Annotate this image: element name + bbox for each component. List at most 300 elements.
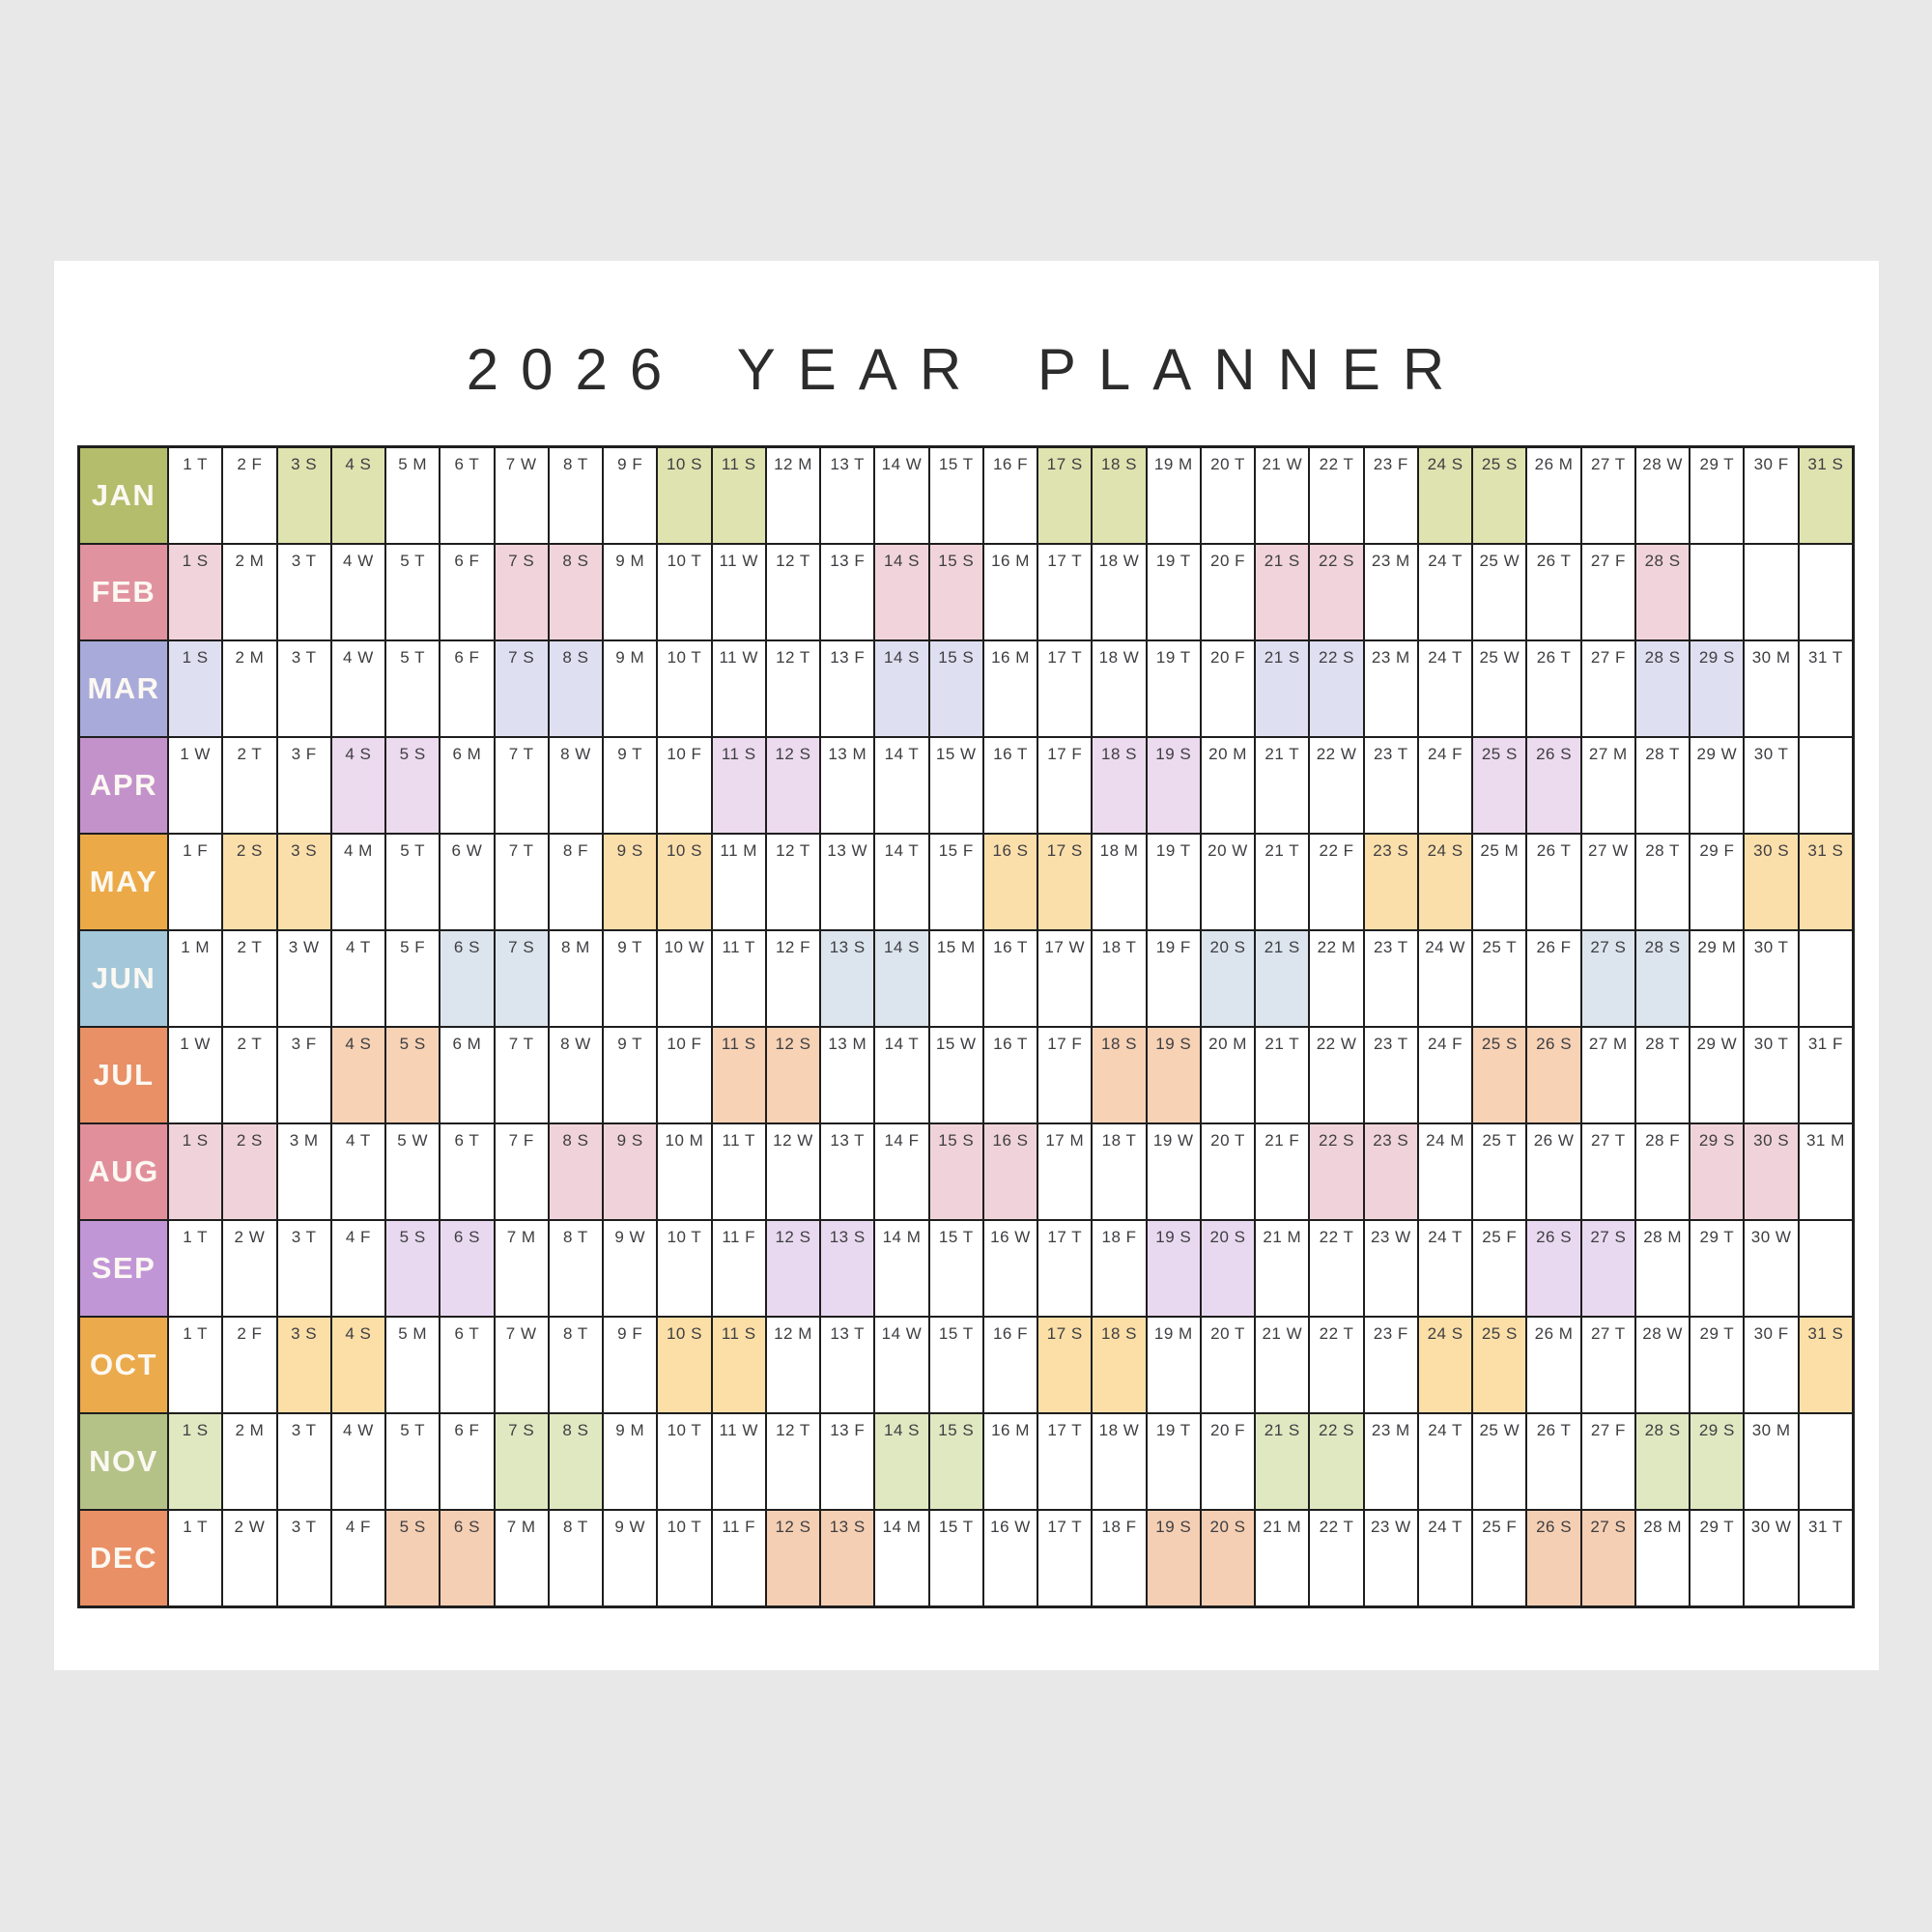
day-cell-nov-8: 8 S <box>548 1414 602 1509</box>
day-cell-mar-25: 25 W <box>1471 641 1525 736</box>
day-cell-dec-11: 11 F <box>711 1511 765 1605</box>
day-cell-sep-17: 17 T <box>1037 1221 1091 1316</box>
day-cell-nov-17: 17 T <box>1037 1414 1091 1509</box>
day-cell-feb-22: 22 S <box>1308 545 1362 639</box>
day-cell-jan-20: 20 T <box>1200 448 1254 543</box>
month-label-aug: AUG <box>80 1124 167 1219</box>
day-cell-jul-16: 16 T <box>982 1028 1037 1122</box>
day-cell-jun-19: 19 F <box>1146 931 1200 1026</box>
empty-cell-feb-29 <box>1689 545 1743 639</box>
day-cell-dec-7: 7 M <box>494 1511 548 1605</box>
day-cell-aug-19: 19 W <box>1146 1124 1200 1219</box>
day-cell-may-30: 30 S <box>1743 835 1797 929</box>
day-cell-mar-5: 5 T <box>384 641 439 736</box>
day-cell-jan-14: 14 W <box>873 448 927 543</box>
day-cell-apr-22: 22 W <box>1308 738 1362 833</box>
day-cell-dec-13: 13 S <box>819 1511 873 1605</box>
day-cell-feb-11: 11 W <box>711 545 765 639</box>
day-cell-dec-3: 3 T <box>276 1511 330 1605</box>
day-cell-nov-18: 18 W <box>1091 1414 1145 1509</box>
day-cell-may-1: 1 F <box>167 835 221 929</box>
day-cell-dec-14: 14 M <box>873 1511 927 1605</box>
day-cell-jul-7: 7 T <box>494 1028 548 1122</box>
day-cell-oct-11: 11 S <box>711 1318 765 1412</box>
day-cell-apr-3: 3 F <box>276 738 330 833</box>
day-cell-apr-21: 21 T <box>1254 738 1308 833</box>
day-cell-sep-13: 13 S <box>819 1221 873 1316</box>
day-cell-apr-2: 2 T <box>221 738 275 833</box>
day-cell-oct-20: 20 T <box>1200 1318 1254 1412</box>
day-cell-may-7: 7 T <box>494 835 548 929</box>
day-cell-jan-28: 28 W <box>1634 448 1689 543</box>
day-cell-may-28: 28 T <box>1634 835 1689 929</box>
empty-cell-sep-31 <box>1798 1221 1852 1316</box>
planner-page <box>54 261 1879 1670</box>
day-cell-dec-12: 12 S <box>765 1511 819 1605</box>
day-cell-oct-14: 14 W <box>873 1318 927 1412</box>
day-cell-aug-20: 20 T <box>1200 1124 1254 1219</box>
day-cell-apr-14: 14 T <box>873 738 927 833</box>
day-cell-may-5: 5 T <box>384 835 439 929</box>
day-cell-jan-4: 4 S <box>330 448 384 543</box>
day-cell-aug-30: 30 S <box>1743 1124 1797 1219</box>
empty-cell-feb-31 <box>1798 545 1852 639</box>
day-cell-nov-6: 6 F <box>439 1414 493 1509</box>
day-cell-may-16: 16 S <box>982 835 1037 929</box>
day-cell-mar-30: 30 M <box>1743 641 1797 736</box>
day-cell-oct-1: 1 T <box>167 1318 221 1412</box>
day-cell-dec-29: 29 T <box>1689 1511 1743 1605</box>
day-cell-dec-10: 10 T <box>656 1511 710 1605</box>
day-cell-nov-29: 29 S <box>1689 1414 1743 1509</box>
month-label-jun: JUN <box>80 931 167 1026</box>
day-cell-oct-3: 3 S <box>276 1318 330 1412</box>
day-cell-dec-8: 8 T <box>548 1511 602 1605</box>
month-label-may: MAY <box>80 835 167 929</box>
day-cell-mar-27: 27 F <box>1580 641 1634 736</box>
day-cell-nov-19: 19 T <box>1146 1414 1200 1509</box>
day-cell-may-29: 29 F <box>1689 835 1743 929</box>
day-cell-dec-31: 31 T <box>1798 1511 1852 1605</box>
day-cell-jan-19: 19 M <box>1146 448 1200 543</box>
day-cell-may-24: 24 S <box>1417 835 1471 929</box>
day-cell-jul-31: 31 F <box>1798 1028 1852 1122</box>
month-row-nov <box>80 1412 1852 1509</box>
day-cell-sep-1: 1 T <box>167 1221 221 1316</box>
day-cell-may-11: 11 M <box>711 835 765 929</box>
day-cell-mar-19: 19 T <box>1146 641 1200 736</box>
day-cell-jul-19: 19 S <box>1146 1028 1200 1122</box>
day-cell-jan-26: 26 M <box>1525 448 1579 543</box>
day-cell-sep-5: 5 S <box>384 1221 439 1316</box>
day-cell-sep-8: 8 T <box>548 1221 602 1316</box>
day-cell-nov-30: 30 M <box>1743 1414 1797 1509</box>
day-cell-mar-6: 6 F <box>439 641 493 736</box>
day-cell-aug-10: 10 M <box>656 1124 710 1219</box>
day-cell-may-3: 3 S <box>276 835 330 929</box>
day-cell-apr-15: 15 W <box>928 738 982 833</box>
day-cell-dec-6: 6 S <box>439 1511 493 1605</box>
day-cell-jun-28: 28 S <box>1634 931 1689 1026</box>
day-cell-aug-9: 9 S <box>602 1124 656 1219</box>
day-cell-oct-7: 7 W <box>494 1318 548 1412</box>
day-cell-nov-12: 12 T <box>765 1414 819 1509</box>
day-cell-sep-23: 23 W <box>1363 1221 1417 1316</box>
day-cell-feb-21: 21 S <box>1254 545 1308 639</box>
day-cell-mar-23: 23 M <box>1363 641 1417 736</box>
day-cell-jul-5: 5 S <box>384 1028 439 1122</box>
day-cell-aug-26: 26 W <box>1525 1124 1579 1219</box>
day-cell-jan-27: 27 T <box>1580 448 1634 543</box>
day-cell-dec-22: 22 T <box>1308 1511 1362 1605</box>
day-cell-feb-28: 28 S <box>1634 545 1689 639</box>
day-cell-aug-31: 31 M <box>1798 1124 1852 1219</box>
day-cell-jul-22: 22 W <box>1308 1028 1362 1122</box>
day-cell-dec-5: 5 S <box>384 1511 439 1605</box>
month-label-sep: SEP <box>80 1221 167 1316</box>
day-cell-jul-18: 18 S <box>1091 1028 1145 1122</box>
day-cell-jan-12: 12 M <box>765 448 819 543</box>
day-cell-jul-3: 3 F <box>276 1028 330 1122</box>
day-cell-oct-30: 30 F <box>1743 1318 1797 1412</box>
day-cell-oct-21: 21 W <box>1254 1318 1308 1412</box>
day-cell-jul-24: 24 F <box>1417 1028 1471 1122</box>
day-cell-aug-17: 17 M <box>1037 1124 1091 1219</box>
day-cell-apr-10: 10 F <box>656 738 710 833</box>
day-cell-sep-11: 11 F <box>711 1221 765 1316</box>
planner-title: 2026 YEAR PLANNER <box>466 337 1467 402</box>
day-cell-oct-29: 29 T <box>1689 1318 1743 1412</box>
day-cell-aug-24: 24 M <box>1417 1124 1471 1219</box>
day-cell-sep-21: 21 M <box>1254 1221 1308 1316</box>
day-cell-jan-13: 13 T <box>819 448 873 543</box>
day-cell-sep-19: 19 S <box>1146 1221 1200 1316</box>
day-cell-jun-16: 16 T <box>982 931 1037 1026</box>
day-cell-sep-10: 10 T <box>656 1221 710 1316</box>
day-cell-jun-12: 12 F <box>765 931 819 1026</box>
day-cell-jul-10: 10 F <box>656 1028 710 1122</box>
day-cell-jul-21: 21 T <box>1254 1028 1308 1122</box>
day-cell-apr-7: 7 T <box>494 738 548 833</box>
day-cell-jun-18: 18 T <box>1091 931 1145 1026</box>
day-cell-jun-10: 10 W <box>656 931 710 1026</box>
day-cell-mar-28: 28 S <box>1634 641 1689 736</box>
day-cell-sep-29: 29 T <box>1689 1221 1743 1316</box>
day-cell-mar-1: 1 S <box>167 641 221 736</box>
day-cell-mar-22: 22 S <box>1308 641 1362 736</box>
day-cell-nov-4: 4 W <box>330 1414 384 1509</box>
day-cell-aug-28: 28 F <box>1634 1124 1689 1219</box>
day-cell-jul-11: 11 S <box>711 1028 765 1122</box>
day-cell-apr-1: 1 W <box>167 738 221 833</box>
day-cell-feb-20: 20 F <box>1200 545 1254 639</box>
day-cell-sep-16: 16 W <box>982 1221 1037 1316</box>
day-cell-jun-15: 15 M <box>928 931 982 1026</box>
month-row-mar <box>80 639 1852 736</box>
day-cell-mar-11: 11 W <box>711 641 765 736</box>
day-cell-mar-2: 2 M <box>221 641 275 736</box>
day-cell-sep-9: 9 W <box>602 1221 656 1316</box>
day-cell-dec-17: 17 T <box>1037 1511 1091 1605</box>
day-cell-jul-6: 6 M <box>439 1028 493 1122</box>
month-label-feb: FEB <box>80 545 167 639</box>
day-cell-dec-16: 16 W <box>982 1511 1037 1605</box>
day-cell-apr-11: 11 S <box>711 738 765 833</box>
empty-cell-jun-31 <box>1798 931 1852 1026</box>
day-cell-oct-16: 16 F <box>982 1318 1037 1412</box>
day-cell-oct-9: 9 F <box>602 1318 656 1412</box>
day-cell-oct-2: 2 F <box>221 1318 275 1412</box>
day-cell-may-31: 31 S <box>1798 835 1852 929</box>
day-cell-aug-23: 23 S <box>1363 1124 1417 1219</box>
day-cell-aug-7: 7 F <box>494 1124 548 1219</box>
day-cell-apr-17: 17 F <box>1037 738 1091 833</box>
day-cell-aug-14: 14 F <box>873 1124 927 1219</box>
day-cell-may-23: 23 S <box>1363 835 1417 929</box>
day-cell-apr-18: 18 S <box>1091 738 1145 833</box>
day-cell-may-26: 26 T <box>1525 835 1579 929</box>
day-cell-may-21: 21 T <box>1254 835 1308 929</box>
day-cell-feb-17: 17 T <box>1037 545 1091 639</box>
month-row-feb <box>80 543 1852 639</box>
month-row-aug <box>80 1122 1852 1219</box>
day-cell-aug-4: 4 T <box>330 1124 384 1219</box>
day-cell-mar-7: 7 S <box>494 641 548 736</box>
day-cell-jun-27: 27 S <box>1580 931 1634 1026</box>
month-row-oct <box>80 1316 1852 1412</box>
day-cell-nov-22: 22 S <box>1308 1414 1362 1509</box>
day-cell-mar-20: 20 F <box>1200 641 1254 736</box>
day-cell-nov-3: 3 T <box>276 1414 330 1509</box>
day-cell-oct-22: 22 T <box>1308 1318 1362 1412</box>
day-cell-oct-4: 4 S <box>330 1318 384 1412</box>
day-cell-feb-14: 14 S <box>873 545 927 639</box>
day-cell-apr-13: 13 M <box>819 738 873 833</box>
day-cell-jun-5: 5 F <box>384 931 439 1026</box>
day-cell-jun-30: 30 T <box>1743 931 1797 1026</box>
day-cell-apr-8: 8 W <box>548 738 602 833</box>
empty-cell-nov-31 <box>1798 1414 1852 1509</box>
day-cell-sep-15: 15 T <box>928 1221 982 1316</box>
day-cell-jul-15: 15 W <box>928 1028 982 1122</box>
day-cell-nov-20: 20 F <box>1200 1414 1254 1509</box>
day-cell-mar-31: 31 T <box>1798 641 1852 736</box>
day-cell-jan-22: 22 T <box>1308 448 1362 543</box>
day-cell-jul-17: 17 F <box>1037 1028 1091 1122</box>
day-cell-jun-11: 11 T <box>711 931 765 1026</box>
day-cell-sep-2: 2 W <box>221 1221 275 1316</box>
day-cell-oct-10: 10 S <box>656 1318 710 1412</box>
day-cell-jan-7: 7 W <box>494 448 548 543</box>
month-row-jan <box>80 448 1852 543</box>
month-row-jun <box>80 929 1852 1026</box>
day-cell-aug-25: 25 T <box>1471 1124 1525 1219</box>
day-cell-mar-21: 21 S <box>1254 641 1308 736</box>
day-cell-dec-30: 30 W <box>1743 1511 1797 1605</box>
day-cell-nov-11: 11 W <box>711 1414 765 1509</box>
day-cell-may-27: 27 W <box>1580 835 1634 929</box>
day-cell-sep-28: 28 M <box>1634 1221 1689 1316</box>
day-cell-jan-8: 8 T <box>548 448 602 543</box>
month-label-apr: APR <box>80 738 167 833</box>
day-cell-jul-12: 12 S <box>765 1028 819 1122</box>
day-cell-may-4: 4 M <box>330 835 384 929</box>
day-cell-jun-25: 25 T <box>1471 931 1525 1026</box>
day-cell-aug-2: 2 S <box>221 1124 275 1219</box>
day-cell-apr-16: 16 T <box>982 738 1037 833</box>
day-cell-aug-13: 13 T <box>819 1124 873 1219</box>
day-cell-may-20: 20 W <box>1200 835 1254 929</box>
day-cell-may-9: 9 S <box>602 835 656 929</box>
day-cell-nov-15: 15 S <box>928 1414 982 1509</box>
day-cell-jun-2: 2 T <box>221 931 275 1026</box>
day-cell-jun-4: 4 T <box>330 931 384 1026</box>
day-cell-nov-25: 25 W <box>1471 1414 1525 1509</box>
day-cell-dec-21: 21 M <box>1254 1511 1308 1605</box>
day-cell-mar-4: 4 W <box>330 641 384 736</box>
day-cell-apr-24: 24 F <box>1417 738 1471 833</box>
day-cell-dec-28: 28 M <box>1634 1511 1689 1605</box>
day-cell-jan-2: 2 F <box>221 448 275 543</box>
day-cell-dec-18: 18 F <box>1091 1511 1145 1605</box>
day-cell-oct-26: 26 M <box>1525 1318 1579 1412</box>
day-cell-jan-24: 24 S <box>1417 448 1471 543</box>
day-cell-apr-5: 5 S <box>384 738 439 833</box>
day-cell-jul-9: 9 T <box>602 1028 656 1122</box>
day-cell-dec-27: 27 S <box>1580 1511 1634 1605</box>
day-cell-oct-24: 24 S <box>1417 1318 1471 1412</box>
day-cell-aug-18: 18 T <box>1091 1124 1145 1219</box>
day-cell-dec-2: 2 W <box>221 1511 275 1605</box>
day-cell-jun-17: 17 W <box>1037 931 1091 1026</box>
day-cell-nov-5: 5 T <box>384 1414 439 1509</box>
day-cell-jul-29: 29 W <box>1689 1028 1743 1122</box>
day-cell-sep-27: 27 S <box>1580 1221 1634 1316</box>
day-cell-aug-3: 3 M <box>276 1124 330 1219</box>
day-cell-feb-24: 24 T <box>1417 545 1471 639</box>
day-cell-mar-17: 17 T <box>1037 641 1091 736</box>
day-cell-dec-24: 24 T <box>1417 1511 1471 1605</box>
day-cell-jun-24: 24 W <box>1417 931 1471 1026</box>
day-cell-may-6: 6 W <box>439 835 493 929</box>
day-cell-mar-29: 29 S <box>1689 641 1743 736</box>
day-cell-may-14: 14 T <box>873 835 927 929</box>
day-cell-mar-3: 3 T <box>276 641 330 736</box>
day-cell-oct-25: 25 S <box>1471 1318 1525 1412</box>
day-cell-jan-6: 6 T <box>439 448 493 543</box>
day-cell-sep-18: 18 F <box>1091 1221 1145 1316</box>
month-row-dec <box>80 1509 1852 1605</box>
day-cell-jul-8: 8 W <box>548 1028 602 1122</box>
day-cell-dec-20: 20 S <box>1200 1511 1254 1605</box>
day-cell-nov-14: 14 S <box>873 1414 927 1509</box>
day-cell-may-19: 19 T <box>1146 835 1200 929</box>
day-cell-jul-28: 28 T <box>1634 1028 1689 1122</box>
month-row-jul <box>80 1026 1852 1122</box>
day-cell-jan-23: 23 F <box>1363 448 1417 543</box>
day-cell-oct-6: 6 T <box>439 1318 493 1412</box>
day-cell-feb-1: 1 S <box>167 545 221 639</box>
day-cell-oct-15: 15 T <box>928 1318 982 1412</box>
day-cell-mar-15: 15 S <box>928 641 982 736</box>
day-cell-oct-8: 8 T <box>548 1318 602 1412</box>
day-cell-jan-15: 15 T <box>928 448 982 543</box>
day-cell-jan-25: 25 S <box>1471 448 1525 543</box>
day-cell-sep-12: 12 S <box>765 1221 819 1316</box>
day-cell-aug-15: 15 S <box>928 1124 982 1219</box>
day-cell-feb-3: 3 T <box>276 545 330 639</box>
day-cell-jan-31: 31 S <box>1798 448 1852 543</box>
day-cell-dec-4: 4 F <box>330 1511 384 1605</box>
day-cell-jun-26: 26 F <box>1525 931 1579 1026</box>
day-cell-apr-4: 4 S <box>330 738 384 833</box>
day-cell-jan-9: 9 F <box>602 448 656 543</box>
day-cell-may-12: 12 T <box>765 835 819 929</box>
day-cell-feb-7: 7 S <box>494 545 548 639</box>
year-grid <box>77 445 1855 1608</box>
day-cell-oct-28: 28 W <box>1634 1318 1689 1412</box>
day-cell-jun-9: 9 T <box>602 931 656 1026</box>
day-cell-oct-12: 12 M <box>765 1318 819 1412</box>
day-cell-jul-4: 4 S <box>330 1028 384 1122</box>
day-cell-sep-6: 6 S <box>439 1221 493 1316</box>
day-cell-jun-7: 7 S <box>494 931 548 1026</box>
day-cell-jul-1: 1 W <box>167 1028 221 1122</box>
day-cell-may-8: 8 F <box>548 835 602 929</box>
day-cell-apr-26: 26 S <box>1525 738 1579 833</box>
day-cell-jun-20: 20 S <box>1200 931 1254 1026</box>
day-cell-feb-10: 10 T <box>656 545 710 639</box>
day-cell-mar-10: 10 T <box>656 641 710 736</box>
day-cell-nov-27: 27 F <box>1580 1414 1634 1509</box>
day-cell-aug-8: 8 S <box>548 1124 602 1219</box>
day-cell-nov-7: 7 S <box>494 1414 548 1509</box>
day-cell-jan-18: 18 S <box>1091 448 1145 543</box>
day-cell-may-10: 10 S <box>656 835 710 929</box>
day-cell-apr-28: 28 T <box>1634 738 1689 833</box>
day-cell-nov-24: 24 T <box>1417 1414 1471 1509</box>
day-cell-aug-21: 21 F <box>1254 1124 1308 1219</box>
day-cell-feb-8: 8 S <box>548 545 602 639</box>
day-cell-jul-25: 25 S <box>1471 1028 1525 1122</box>
day-cell-mar-16: 16 M <box>982 641 1037 736</box>
day-cell-aug-12: 12 W <box>765 1124 819 1219</box>
day-cell-mar-26: 26 T <box>1525 641 1579 736</box>
empty-cell-feb-30 <box>1743 545 1797 639</box>
day-cell-apr-25: 25 S <box>1471 738 1525 833</box>
day-cell-dec-19: 19 S <box>1146 1511 1200 1605</box>
day-cell-oct-31: 31 S <box>1798 1318 1852 1412</box>
day-cell-jun-29: 29 M <box>1689 931 1743 1026</box>
day-cell-may-17: 17 S <box>1037 835 1091 929</box>
day-cell-jan-10: 10 S <box>656 448 710 543</box>
day-cell-oct-23: 23 F <box>1363 1318 1417 1412</box>
day-cell-jun-22: 22 M <box>1308 931 1362 1026</box>
day-cell-feb-16: 16 M <box>982 545 1037 639</box>
day-cell-sep-30: 30 W <box>1743 1221 1797 1316</box>
day-cell-apr-30: 30 T <box>1743 738 1797 833</box>
day-cell-jul-23: 23 T <box>1363 1028 1417 1122</box>
day-cell-feb-4: 4 W <box>330 545 384 639</box>
day-cell-jun-14: 14 S <box>873 931 927 1026</box>
day-cell-feb-2: 2 M <box>221 545 275 639</box>
day-cell-nov-26: 26 T <box>1525 1414 1579 1509</box>
month-label-dec: DEC <box>80 1511 167 1605</box>
day-cell-nov-1: 1 S <box>167 1414 221 1509</box>
day-cell-may-25: 25 M <box>1471 835 1525 929</box>
day-cell-jan-16: 16 F <box>982 448 1037 543</box>
day-cell-jun-3: 3 W <box>276 931 330 1026</box>
